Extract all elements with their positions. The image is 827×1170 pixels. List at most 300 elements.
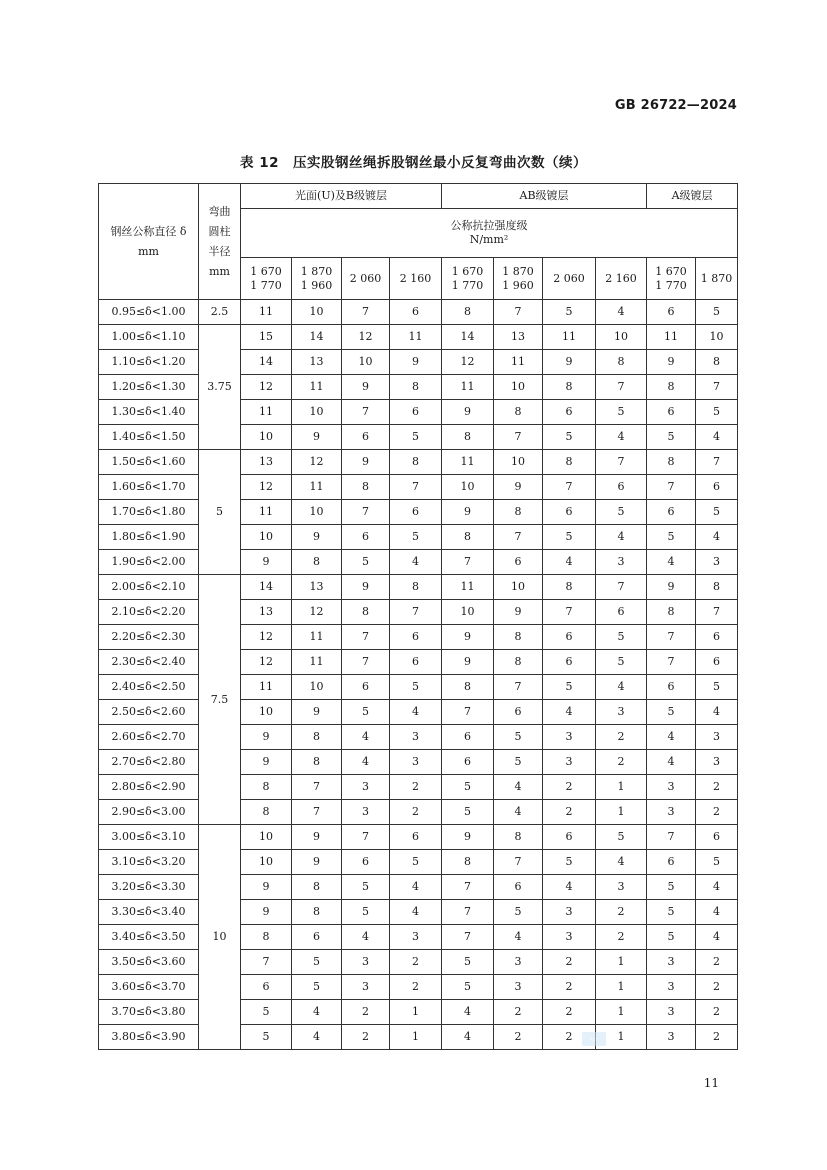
value-cell: 9 (292, 850, 342, 875)
value-cell: 8 (390, 575, 442, 600)
diameter-cell: 3.70≤δ<3.80 (99, 1000, 199, 1025)
diameter-cell: 1.90≤δ<2.00 (99, 550, 199, 575)
table-row (99, 825, 738, 850)
value-cell: 11 (442, 450, 494, 475)
bend-test-table (98, 183, 738, 1050)
diameter-cell: 1.50≤δ<1.60 (99, 450, 199, 475)
value-cell: 9 (647, 350, 696, 375)
radius-cell: 2.5 (199, 300, 241, 325)
table-row (99, 375, 738, 400)
value-cell: 8 (596, 350, 647, 375)
value-cell: 1 (390, 1000, 442, 1025)
value-cell: 8 (292, 550, 342, 575)
value-cell: 3 (342, 800, 390, 825)
value-cell: 5 (596, 650, 647, 675)
value-cell: 8 (543, 450, 596, 475)
value-cell: 12 (241, 475, 292, 500)
value-cell: 6 (390, 300, 442, 325)
grade-line-1: 1 670 (655, 264, 687, 278)
value-cell: 10 (494, 375, 543, 400)
value-cell: 2 (696, 800, 738, 825)
value-cell: 5 (543, 300, 596, 325)
value-cell: 8 (494, 500, 543, 525)
value-cell: 11 (390, 325, 442, 350)
table-row (99, 700, 738, 725)
value-cell: 9 (442, 825, 494, 850)
grade-line-2: 1 770 (451, 278, 484, 292)
value-cell: 7 (342, 825, 390, 850)
value-cell: 10 (696, 325, 738, 350)
value-cell: 13 (292, 575, 342, 600)
value-cell: 11 (241, 300, 292, 325)
value-cell: 3 (696, 750, 738, 775)
value-cell: 13 (241, 450, 292, 475)
table-row (99, 575, 738, 600)
value-cell: 6 (292, 925, 342, 950)
value-cell: 5 (442, 975, 494, 1000)
diameter-cell: 0.95≤δ<1.00 (99, 300, 199, 325)
grade-line-2: 1 770 (250, 278, 282, 292)
group-header-ab: AB级镀层 (442, 184, 647, 209)
value-cell: 7 (442, 875, 494, 900)
value-cell: 2 (342, 1000, 390, 1025)
value-cell: 11 (292, 375, 342, 400)
value-cell: 9 (292, 825, 342, 850)
value-cell: 3 (543, 925, 596, 950)
diameter-cell: 1.60≤δ<1.70 (99, 475, 199, 500)
table-row (99, 750, 738, 775)
value-cell: 3 (647, 775, 696, 800)
table-row (99, 975, 738, 1000)
value-cell: 3 (494, 975, 543, 1000)
value-cell: 6 (543, 500, 596, 525)
value-cell: 5 (390, 850, 442, 875)
value-cell: 2 (494, 1025, 543, 1050)
value-cell: 5 (696, 675, 738, 700)
value-cell: 4 (596, 850, 647, 875)
value-cell: 6 (494, 550, 543, 575)
value-cell: 7 (696, 450, 738, 475)
value-cell: 5 (596, 625, 647, 650)
radius-label-3: 半径 (208, 244, 231, 258)
value-cell: 7 (494, 300, 543, 325)
table-row (99, 425, 738, 450)
value-cell: 15 (241, 325, 292, 350)
value-cell: 6 (494, 700, 543, 725)
value-cell: 4 (647, 725, 696, 750)
table-row (99, 850, 738, 875)
table-row (99, 950, 738, 975)
value-cell: 3 (494, 950, 543, 975)
value-cell: 3 (647, 1000, 696, 1025)
table-row (99, 650, 738, 675)
value-cell: 6 (342, 525, 390, 550)
diameter-cell: 3.60≤δ<3.70 (99, 975, 199, 1000)
value-cell: 1 (596, 950, 647, 975)
value-cell: 5 (442, 800, 494, 825)
value-cell: 1 (596, 775, 647, 800)
strength-label: 公称抗拉强度级 (450, 219, 528, 232)
value-cell: 4 (696, 925, 738, 950)
value-cell: 8 (543, 575, 596, 600)
value-cell: 5 (342, 550, 390, 575)
grade-header (543, 258, 596, 300)
value-cell: 5 (241, 1000, 292, 1025)
value-cell: 4 (596, 425, 647, 450)
value-cell: 13 (292, 350, 342, 375)
value-cell: 5 (543, 850, 596, 875)
value-cell: 5 (696, 300, 738, 325)
value-cell: 6 (647, 500, 696, 525)
value-cell: 4 (543, 875, 596, 900)
value-cell: 8 (390, 375, 442, 400)
grade-header (342, 258, 390, 300)
grade-line-1: 1 670 (250, 264, 282, 278)
value-cell: 8 (647, 600, 696, 625)
value-cell: 11 (241, 675, 292, 700)
value-cell: 8 (292, 725, 342, 750)
value-cell: 2 (696, 975, 738, 1000)
diameter-cell: 3.40≤δ<3.50 (99, 925, 199, 950)
value-cell: 6 (543, 825, 596, 850)
value-cell: 10 (241, 825, 292, 850)
value-cell: 3 (543, 725, 596, 750)
table-row (99, 875, 738, 900)
table-row (99, 775, 738, 800)
value-cell: 5 (494, 900, 543, 925)
value-cell: 2 (543, 1000, 596, 1025)
table-row (99, 525, 738, 550)
value-cell: 2 (696, 950, 738, 975)
value-cell: 6 (442, 725, 494, 750)
radius-header (199, 184, 241, 300)
value-cell: 5 (647, 525, 696, 550)
value-cell: 7 (292, 775, 342, 800)
value-cell: 4 (292, 1025, 342, 1050)
value-cell: 7 (494, 675, 543, 700)
value-cell: 12 (241, 625, 292, 650)
value-cell: 5 (390, 675, 442, 700)
value-cell: 9 (647, 575, 696, 600)
diameter-label: 钢丝公称直径 δ (110, 224, 187, 238)
value-cell: 11 (442, 575, 494, 600)
value-cell: 7 (647, 825, 696, 850)
value-cell: 2 (696, 775, 738, 800)
value-cell: 2 (543, 1025, 596, 1050)
table-row (99, 800, 738, 825)
radius-cell: 10 (199, 825, 241, 1050)
value-cell: 11 (292, 625, 342, 650)
value-cell: 5 (543, 425, 596, 450)
standard-code: GB 26722—2024 (614, 98, 737, 113)
value-cell: 8 (390, 450, 442, 475)
value-cell: 2 (390, 800, 442, 825)
value-cell: 7 (342, 650, 390, 675)
diameter-cell: 2.50≤δ<2.60 (99, 700, 199, 725)
table-row (99, 725, 738, 750)
value-cell: 5 (390, 425, 442, 450)
value-cell: 2 (596, 925, 647, 950)
value-cell: 9 (442, 500, 494, 525)
value-cell: 4 (647, 550, 696, 575)
value-cell: 4 (390, 550, 442, 575)
value-cell: 6 (442, 750, 494, 775)
value-cell: 2 (390, 975, 442, 1000)
value-cell: 7 (442, 925, 494, 950)
value-cell: 5 (696, 500, 738, 525)
value-cell: 4 (342, 925, 390, 950)
value-cell: 3 (596, 550, 647, 575)
value-cell: 14 (241, 350, 292, 375)
radius-label-2: 圆柱 (208, 224, 231, 238)
grade-line-1: 1 870 (300, 264, 333, 278)
diameter-header (99, 184, 199, 300)
grade-header (292, 258, 342, 300)
value-cell: 14 (292, 325, 342, 350)
value-cell: 5 (241, 1025, 292, 1050)
value-cell: 7 (342, 300, 390, 325)
value-cell: 5 (696, 400, 738, 425)
value-cell: 8 (696, 575, 738, 600)
value-cell: 9 (342, 575, 390, 600)
value-cell: 10 (442, 475, 494, 500)
value-cell: 1 (596, 975, 647, 1000)
table-row (99, 625, 738, 650)
value-cell: 4 (342, 725, 390, 750)
value-cell: 7 (494, 425, 543, 450)
diameter-cell: 3.50≤δ<3.60 (99, 950, 199, 975)
value-cell: 11 (494, 350, 543, 375)
value-cell: 9 (241, 550, 292, 575)
value-cell: 1 (596, 800, 647, 825)
value-cell: 10 (292, 400, 342, 425)
value-cell: 10 (292, 675, 342, 700)
diameter-cell: 2.10≤δ<2.20 (99, 600, 199, 625)
value-cell: 9 (442, 625, 494, 650)
value-cell: 10 (292, 500, 342, 525)
value-cell: 2 (696, 1000, 738, 1025)
value-cell: 4 (390, 700, 442, 725)
value-cell: 10 (241, 425, 292, 450)
value-cell: 2 (543, 975, 596, 1000)
value-cell: 10 (494, 450, 543, 475)
value-cell: 6 (696, 625, 738, 650)
value-cell: 6 (543, 650, 596, 675)
value-cell: 2 (342, 1025, 390, 1050)
value-cell: 2 (596, 750, 647, 775)
value-cell: 3 (647, 950, 696, 975)
value-cell: 3 (596, 700, 647, 725)
value-cell: 6 (543, 400, 596, 425)
value-cell: 8 (292, 875, 342, 900)
value-cell: 9 (442, 650, 494, 675)
value-cell: 5 (696, 850, 738, 875)
value-cell: 8 (442, 850, 494, 875)
table-row (99, 475, 738, 500)
value-cell: 6 (342, 675, 390, 700)
value-cell: 8 (442, 425, 494, 450)
table-row (99, 350, 738, 375)
grade-line-1: 2 060 (553, 271, 585, 285)
value-cell: 5 (543, 675, 596, 700)
value-cell: 4 (696, 900, 738, 925)
value-cell: 9 (494, 475, 543, 500)
watermark-logo: ▭ (582, 1032, 606, 1046)
value-cell: 11 (442, 375, 494, 400)
value-cell: 6 (342, 850, 390, 875)
table-title: 表 12 压实股钢丝绳拆股钢丝最小反复弯曲次数（续） (240, 155, 587, 171)
grade-header (241, 258, 292, 300)
grade-line-1: 2 160 (605, 271, 637, 285)
value-cell: 12 (241, 650, 292, 675)
value-cell: 2 (390, 950, 442, 975)
value-cell: 4 (696, 875, 738, 900)
value-cell: 5 (342, 875, 390, 900)
value-cell: 12 (241, 375, 292, 400)
diameter-cell: 3.20≤δ<3.30 (99, 875, 199, 900)
value-cell: 8 (241, 775, 292, 800)
table-row (99, 550, 738, 575)
value-cell: 11 (543, 325, 596, 350)
value-cell: 4 (596, 675, 647, 700)
radius-unit: mm (209, 264, 230, 278)
value-cell: 4 (390, 900, 442, 925)
diameter-cell: 2.00≤δ<2.10 (99, 575, 199, 600)
value-cell: 4 (696, 525, 738, 550)
value-cell: 1 (596, 1000, 647, 1025)
value-cell: 3 (390, 725, 442, 750)
value-cell: 7 (494, 525, 543, 550)
diameter-cell: 2.60≤δ<2.70 (99, 725, 199, 750)
value-cell: 9 (241, 875, 292, 900)
value-cell: 7 (696, 600, 738, 625)
diameter-cell: 2.20≤δ<2.30 (99, 625, 199, 650)
table-row (99, 400, 738, 425)
value-cell: 3 (647, 800, 696, 825)
grade-header (596, 258, 647, 300)
grade-line-2: 1 960 (300, 278, 333, 292)
value-cell: 7 (647, 475, 696, 500)
value-cell: 6 (696, 475, 738, 500)
grade-header (390, 258, 442, 300)
diameter-cell: 1.00≤δ<1.10 (99, 325, 199, 350)
value-cell: 8 (442, 300, 494, 325)
value-cell: 12 (292, 600, 342, 625)
value-cell: 6 (696, 825, 738, 850)
value-cell: 6 (342, 425, 390, 450)
value-cell: 3 (696, 725, 738, 750)
value-cell: 5 (647, 425, 696, 450)
value-cell: 6 (647, 400, 696, 425)
diameter-cell: 2.30≤δ<2.40 (99, 650, 199, 675)
value-cell: 4 (543, 550, 596, 575)
value-cell: 9 (494, 600, 543, 625)
value-cell: 7 (647, 650, 696, 675)
value-cell: 11 (647, 325, 696, 350)
value-cell: 8 (292, 900, 342, 925)
value-cell: 5 (292, 975, 342, 1000)
value-cell: 5 (647, 900, 696, 925)
diameter-cell: 1.80≤δ<1.90 (99, 525, 199, 550)
value-cell: 7 (696, 375, 738, 400)
value-cell: 7 (390, 600, 442, 625)
value-cell: 3 (647, 975, 696, 1000)
value-cell: 3 (596, 875, 647, 900)
value-cell: 7 (390, 475, 442, 500)
value-cell: 2 (596, 900, 647, 925)
value-cell: 9 (442, 400, 494, 425)
value-cell: 9 (390, 350, 442, 375)
value-cell: 5 (543, 525, 596, 550)
table-row (99, 1025, 738, 1050)
value-cell: 11 (241, 500, 292, 525)
value-cell: 7 (442, 700, 494, 725)
value-cell: 7 (292, 800, 342, 825)
table-row (99, 325, 738, 350)
grade-line-1: 1 870 (502, 264, 534, 278)
value-cell: 2 (494, 1000, 543, 1025)
value-cell: 7 (647, 625, 696, 650)
grade-header (442, 258, 494, 300)
diameter-cell: 1.70≤δ<1.80 (99, 500, 199, 525)
value-cell: 6 (647, 850, 696, 875)
value-cell: 7 (342, 625, 390, 650)
value-cell: 5 (596, 825, 647, 850)
value-cell: 2 (696, 1025, 738, 1050)
value-cell: 5 (596, 400, 647, 425)
value-cell: 6 (696, 650, 738, 675)
grade-header (647, 258, 696, 300)
value-cell: 5 (390, 525, 442, 550)
table-row (99, 500, 738, 525)
value-cell: 7 (596, 575, 647, 600)
value-cell: 7 (596, 375, 647, 400)
diameter-cell: 2.70≤δ<2.80 (99, 750, 199, 775)
radius-label-1: 弯曲 (208, 204, 231, 218)
value-cell: 7 (442, 900, 494, 925)
value-cell: 6 (647, 300, 696, 325)
value-cell: 6 (596, 475, 647, 500)
value-cell: 4 (442, 1000, 494, 1025)
diameter-cell: 3.10≤δ<3.20 (99, 850, 199, 875)
value-cell: 5 (494, 750, 543, 775)
value-cell: 13 (241, 600, 292, 625)
value-cell: 6 (543, 625, 596, 650)
value-cell: 7 (442, 550, 494, 575)
value-cell: 11 (292, 475, 342, 500)
strength-unit: N/mm² (469, 233, 509, 246)
value-cell: 9 (241, 725, 292, 750)
grade-line-1: 1 870 (700, 271, 733, 285)
table-row (99, 925, 738, 950)
value-cell: 9 (342, 375, 390, 400)
value-cell: 8 (241, 800, 292, 825)
value-cell: 7 (241, 950, 292, 975)
diameter-cell: 1.30≤δ<1.40 (99, 400, 199, 425)
grade-header (494, 258, 543, 300)
value-cell: 5 (442, 950, 494, 975)
value-cell: 3 (390, 750, 442, 775)
value-cell: 8 (696, 350, 738, 375)
value-cell: 8 (494, 400, 543, 425)
value-cell: 4 (292, 1000, 342, 1025)
value-cell: 10 (292, 300, 342, 325)
value-cell: 8 (442, 525, 494, 550)
value-cell: 2 (543, 950, 596, 975)
diameter-cell: 2.80≤δ<2.90 (99, 775, 199, 800)
value-cell: 2 (390, 775, 442, 800)
diameter-cell: 2.40≤δ<2.50 (99, 675, 199, 700)
